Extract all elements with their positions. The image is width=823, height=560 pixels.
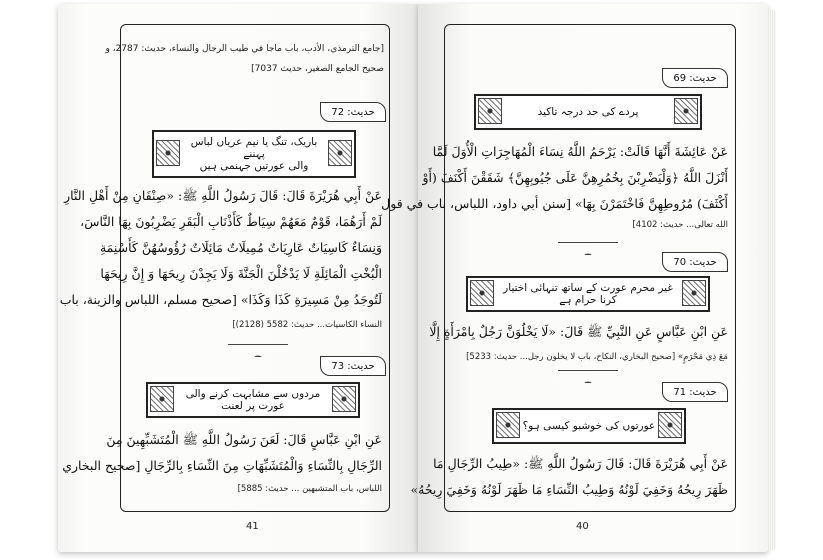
left-page — [58, 4, 418, 552]
ornament-icon — [658, 412, 682, 438]
divider-ornament — [228, 344, 288, 357]
hadith-72-line-3: وَنِسَاءٌ كَاسِيَاتٌ عَارِيَاتٌ مُمِيلَاتٌ مَائِلَاتٌ رُؤُوسُهُنَّ كَأَسْنِمَةِ — [99, 240, 382, 255]
ornament-icon — [470, 280, 494, 306]
hadith-72-reference: النساء الكاسيات... حديث: 5582 (2128)] — [232, 320, 382, 330]
right-page — [381, 4, 768, 552]
ornament-icon — [156, 140, 180, 166]
hadith-72-line-4: الْبُخْتِ الْمَائِلَةِ لَا يَدْخُلْنَ الْجَنَّةَ وَلَا يَجِدْنَ رِيحَهَا وَ إِنَّ رِيحَهَا — [100, 266, 382, 281]
hadith-69-title: پردے کی حد درجہ تاکید — [537, 106, 639, 118]
hadith-73-title: مردوں سے مشابہت کرنے والی عورت پر لعنت — [185, 388, 321, 412]
hadith-72-title-line-2: والی عورتیں جہنمی ہیں — [199, 160, 309, 172]
top-reference-line-2: صحيح الجامع الصغير، حديث 7037] — [251, 64, 384, 74]
ornament-icon — [674, 98, 698, 124]
hadith-71-banner — [492, 408, 686, 444]
ornament-icon — [496, 412, 520, 438]
page-number-left: 41 — [246, 521, 259, 532]
hadith-69-reference: الله تعالى... حديث: 4102] — [632, 220, 728, 230]
hadith-72-title — [154, 136, 354, 172]
hadith-72-badge: حدیث: 72 — [320, 102, 386, 122]
hadith-73-badge: حدیث: 73 — [320, 356, 386, 376]
hadith-69-line-3: أَكْثَفَ) مُرُوطِهِنَّ فَاخْتَمَرْنَ بِهَا» [سنن أبي داود، اللباس، باب في قول — [381, 196, 728, 211]
hadith-73-banner — [146, 382, 360, 418]
hadith-71-line-1: عَنْ أَبِي هُرَيْرَةَ قَالَ: قَالَ رَسُولُ اللَّهِ ﷺ: «طِيبُ الرِّجَالِ مَا — [433, 456, 728, 471]
hadith-70-line-1: عَنِ ابْنِ عَبَّاسٍ عَنِ النَّبِيِّ ﷺ قَالَ: «لَا يَخْلُوَنَّ رَجُلٌ بِامْرَأَةٍ إِلَّا — [429, 324, 728, 339]
hadith-69-badge: حدیث: 69 — [662, 68, 728, 88]
open-book — [58, 4, 778, 556]
hadith-69-line-2: أَنْزَلَ اللَّهُ ﴿وَلْيَضْرِبْنَ بِخُمُرِهِنَّ عَلَى جُيُوبِهِنَّ﴾ شَقَقْنَ أَكْنَفَ (أَوْ — [422, 170, 728, 185]
top-reference-line-1: [جامع الترمذي، الأدب، باب ماجا في طيب الرجال والنساء، حديث: 2787، و — [105, 44, 384, 54]
hadith-70-badge: حدیث: 70 — [662, 252, 728, 272]
divider-ornament — [558, 242, 618, 255]
hadith-73-reference: اللباس، باب المتشبهين ... حديث: 5885] — [237, 484, 382, 494]
hadith-73-line-2: الرِّجَالِ بِالنِّسَاءِ وَالْمُتَشَبِّهَاتِ مِنَ النِّسَاءِ بِالرِّجَالِ [صحيح البخاري — [62, 458, 382, 473]
ornament-icon — [682, 280, 706, 306]
ornament-icon — [332, 386, 356, 412]
hadith-69-banner — [474, 94, 702, 130]
page-number-right: 40 — [576, 521, 589, 532]
hadith-69-line-1: عَنْ عَائِشَةَ أَنَّهَا قَالَتْ: يَرْحَمُ اللَّهُ نِسَاءَ الْمُهَاجِرَاتِ الْأُوَلَ لَمَّا — [432, 144, 728, 159]
hadith-70-title: غیر محرم عورت کے ساتھ تنہائی اختیار کرنا حرام ہے — [503, 282, 673, 306]
hadith-72-line-5: لَتُوجَدُ مِنْ مَسِيرَةِ كَذَا وَكَذَا» [صحيح مسلم، اللباس والزينة، باب — [59, 292, 382, 307]
hadith-71-line-2: ظَهَرَ رِيحُهُ وَخَفِيَ لَوْنُهُ وَطِيبُ النِّسَاءِ مَا ظَهَرَ لَوْنُهُ وَخَفِيَ رِيحُهُ» — [410, 482, 728, 497]
hadith-71-title: عورتوں کی خوشبو کیسی ہو؟ — [522, 420, 656, 432]
ornament-icon — [150, 386, 174, 412]
ornament-icon — [328, 140, 352, 166]
hadith-72-banner — [152, 130, 356, 178]
page-edges — [768, 10, 776, 550]
hadith-72-line-2: لَمْ أَرَهُمَا، قَوْمٌ مَعَهُمْ سِيَاطٌ كَأَذْنَابِ الْبَقَرِ يَضْرِبُونَ بِهَا النَّاسَ، — [80, 214, 382, 229]
hadith-71-badge: حدیث: 71 — [662, 382, 728, 402]
hadith-73-line-1: عَنِ ابْنِ عَبَّاسٍ قَالَ: لَعَنَ رَسُولُ اللَّهِ ﷺ الْمُتَشَبِّهِينَ مِنَ — [106, 432, 382, 447]
hadith-70-banner — [466, 276, 710, 312]
hadith-72-title-line-1: باریک، تنگ یا نیم عریاں لباس پہننے — [190, 136, 318, 160]
divider-ornament — [558, 370, 618, 383]
ornament-icon — [478, 98, 502, 124]
hadith-70-line-2: مَعَ ذِي مَحْرَمٍ» [صحيح البخاري، النكاح، باب لا يخلون رجل... حديث: 5233] — [466, 352, 728, 362]
hadith-72-line-1: عَنْ أَبِي هُرَيْرَةَ قَالَ: قَالَ رَسُولُ اللَّهِ ﷺ: «صِنْفَانِ مِنْ أَهْلِ النَّارِ — [64, 188, 382, 203]
